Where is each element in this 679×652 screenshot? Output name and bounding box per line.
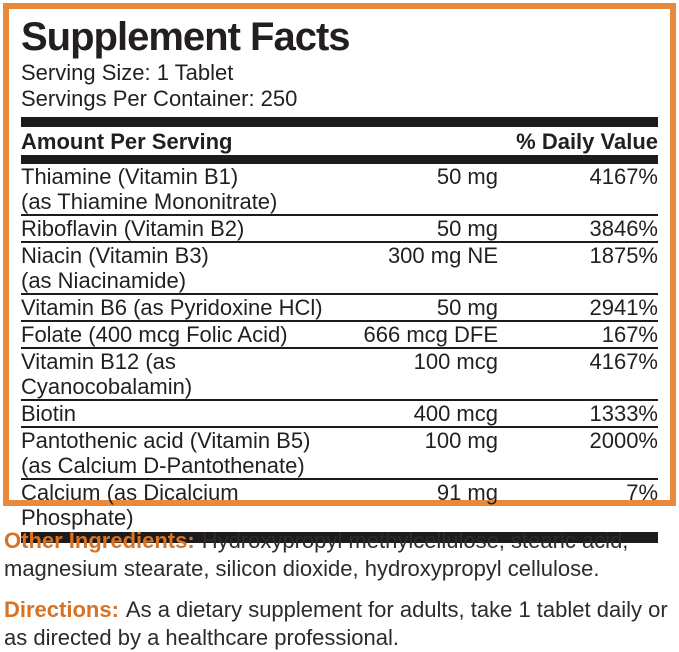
nutrient-daily-value: 1333% <box>589 401 658 426</box>
nutrient-name: Vitamin B6 (as Pyridoxine HCl) <box>21 295 323 320</box>
nutrient-row <box>21 164 658 214</box>
nutrient-row <box>21 426 658 478</box>
panel-title: Supplement Facts <box>21 15 350 59</box>
other-ingredients-paragraph <box>4 527 675 583</box>
nutrient-name-cell <box>21 216 348 241</box>
nutrient-name: Pantothenic acid (Vitamin B5) <box>21 428 311 453</box>
nutrient-daily-value: 167% <box>601 322 658 347</box>
directions-paragraph <box>4 596 675 652</box>
nutrient-row <box>21 241 658 293</box>
nutrient-name: Calcium (as Dicalcium Phosphate) <box>21 480 239 530</box>
nutrient-name: Folate (400 mcg Folic Acid) <box>21 322 288 347</box>
serving-size: Serving Size: 1 Tablet <box>21 60 234 85</box>
nutrient-name-cell <box>21 295 348 320</box>
nutrient-name-cell <box>21 401 348 426</box>
nutrient-name: Riboflavin (Vitamin B2) <box>21 216 245 241</box>
nutrient-row <box>21 214 658 241</box>
nutrient-row <box>21 478 658 530</box>
nutrient-amount: 50 mg <box>436 216 498 241</box>
nutrient-name-cell <box>21 428 348 478</box>
thick-divider-top <box>21 117 658 127</box>
directions-label: Directions: <box>4 597 119 622</box>
nutrient-name: Vitamin B12 (as Cyanocobalamin) <box>21 349 193 399</box>
nutrient-amount: 100 mcg <box>413 349 498 374</box>
column-header-amount-per-serving: Amount Per Serving <box>21 129 233 154</box>
column-header-daily-value: % Daily Value <box>516 129 658 154</box>
nutrient-name: Niacin (Vitamin B3) <box>21 243 209 268</box>
nutrient-daily-value: 4167% <box>589 164 658 189</box>
other-ingredients-text: Hydroxypropyl methylcellulose, stearic acid, magnesium stearate, silicon dioxide, hydroxypropyl cellulose. <box>4 528 629 581</box>
thick-divider-header <box>21 155 658 164</box>
nutrient-name-cell <box>21 243 348 293</box>
nutrient-row <box>21 347 658 399</box>
nutrient-daily-value: 3846% <box>589 216 658 241</box>
nutrient-name-cell <box>21 164 348 214</box>
nutrient-daily-value: 2000% <box>589 428 658 453</box>
label-footer <box>4 527 675 652</box>
nutrient-name-source: (as Calcium D-Pantothenate) <box>21 453 305 478</box>
nutrient-daily-value: 7% <box>626 480 658 505</box>
directions-text: As a dietary supplement for adults, take 1 tablet daily or as directed by a healthcare professional. <box>4 597 668 650</box>
nutrient-amount: 400 mcg <box>413 401 498 426</box>
nutrient-name-source: (as Thiamine Mononitrate) <box>21 189 278 214</box>
servings-per-container: Servings Per Container: 250 <box>21 86 298 111</box>
nutrient-amount: 91 mg <box>436 480 498 505</box>
nutrient-name-source: (as Niacinamide) <box>21 268 187 293</box>
nutrient-name: Biotin <box>21 401 77 426</box>
nutrient-amount: 666 mcg DFE <box>363 322 498 347</box>
nutrient-name: Thiamine (Vitamin B1) <box>21 164 239 189</box>
nutrient-daily-value: 4167% <box>589 349 658 374</box>
nutrient-name-cell <box>21 349 348 399</box>
nutrient-daily-value: 1875% <box>589 243 658 268</box>
nutrient-name-cell <box>21 480 348 530</box>
nutrient-row <box>21 293 658 320</box>
nutrient-row <box>21 320 658 347</box>
nutrient-row <box>21 399 658 426</box>
other-ingredients-label: Other Ingredients: <box>4 528 195 553</box>
nutrient-amount: 300 mg NE <box>387 243 498 268</box>
nutrient-amount: 100 mg <box>424 428 498 453</box>
nutrient-table <box>21 164 658 530</box>
nutrient-amount: 50 mg <box>436 164 498 189</box>
nutrient-daily-value: 2941% <box>589 295 658 320</box>
supplement-facts-panel <box>3 3 676 530</box>
table-header-row <box>21 127 658 155</box>
nutrient-amount: 50 mg <box>436 295 498 320</box>
nutrient-name-cell <box>21 322 348 347</box>
